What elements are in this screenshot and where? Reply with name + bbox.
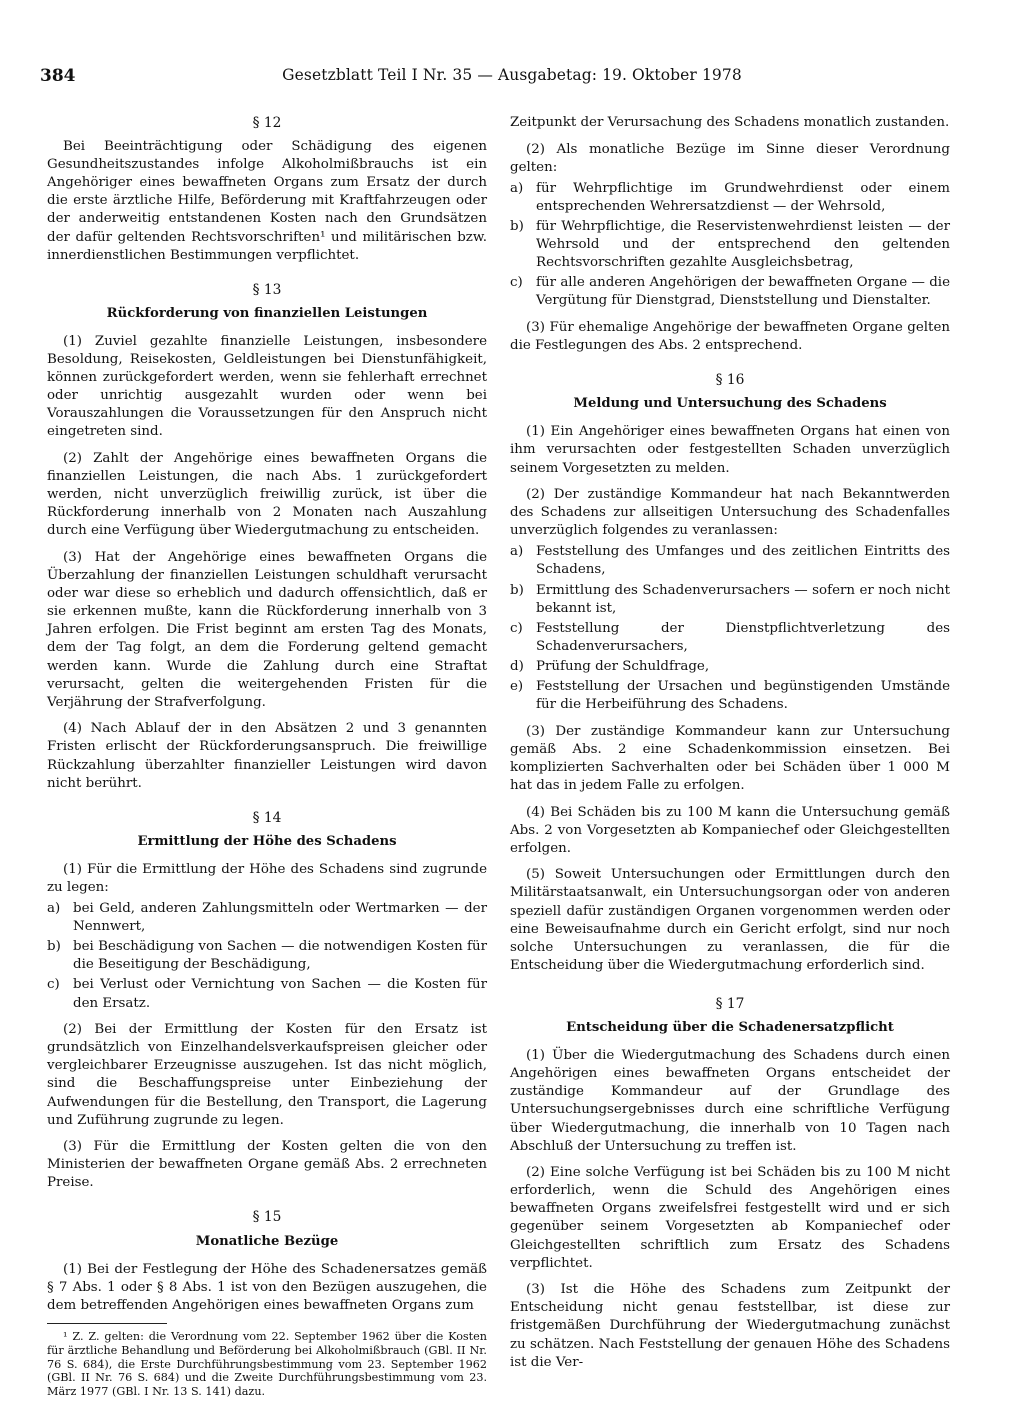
list-item — [510, 582, 950, 618]
list-item — [510, 543, 950, 579]
section-15-paragraph-2: (2) Als monatliche Bezüge im Sinne dieser Verordnung gelten: — [510, 141, 950, 175]
list-item — [510, 658, 950, 676]
section-13-number: § 13 — [252, 281, 282, 298]
list-item-label: b) — [510, 218, 524, 234]
list-item-text: Feststellung der Dienstpflichtverletzung des Schadenverursachers, — [536, 620, 950, 654]
section-13-paragraph-3: (3) Hat der Angehörige eines bewaffneten Organs die Überzahlung der finanziellen Leistungen schuldhaft verursacht oder war diese so erheblich und dadurch offensichtlich, daß er sie erkennen mußte, kann die Rückforderung innerhalb von 3 Jahren erfolgen. Die Frist beginnt am ersten Tag des Monats, dem der Tag folgt, an dem die Forderung geltend gemacht werden kann. Wurde die Zahlung durch eine Straftat verursacht, gelten die weitergehenden Fristen für die Verjährung der Strafverfolgung. — [47, 549, 487, 710]
section-15-paragraph-3: (3) Für ehemalige Angehörige der bewaffneten Organe gelten die Festlegungen des Abs. 2 entsprechend. — [510, 319, 950, 354]
list-item-label: a) — [47, 901, 61, 917]
list-item-label: a) — [510, 544, 524, 560]
list-item — [510, 620, 950, 656]
section-12-number: § 12 — [252, 115, 282, 131]
list-item-label: e) — [510, 679, 524, 695]
list-item-text: Feststellung der Ursachen und begünstigenden Umstände für die Herbeiführung des Schadens. — [536, 679, 950, 713]
list-item-label: c) — [510, 620, 523, 636]
list-item-text: bei Geld, anderen Zahlungsmitteln oder Wertmarken — der Nennwert, — [73, 901, 487, 935]
section-13-paragraph-1: (1) Zuviel gezahlte finanzielle Leistungen, insbesondere Besoldung, Reisekosten, Geldleistungen bei Dienstunfähigkeit, können zurückgefordert werden, wenn sie fehlerhaft errechnet oder unrichtig ausgezahlt wurden oder wenn bei Vorauszahlungen die Voraussetzungen für den Anspruch nicht eingetreten sind. — [47, 333, 487, 440]
page-number: 384 — [40, 66, 76, 86]
section-15-title: Monatliche Bezüge — [195, 1233, 339, 1249]
section-16-paragraph-3: (3) Der zuständige Kommandeur kann zur Untersuchung gemäß Abs. 2 eine Schadenkommission einsetzen. Bei komplizierten Sachverhalten oder bei Schäden über 1 000 M hat das in jedem Falle zu erfolgen. — [510, 723, 950, 793]
list-item-text: bei Verlust oder Vernichtung von Sachen — die Kosten für den Ersatz. — [73, 977, 487, 1011]
list-item-text: für alle anderen Angehörigen der bewaffneten Organe — die Vergütung für Dienstgrad, Dienststellung und Dienstalter. — [536, 275, 950, 309]
section-17-paragraph-1: (1) Über die Wiedergutmachung des Schadens durch einen Angehörigen eines bewaffneten Organs entscheidet der zuständige Kommandeur auf der Grundlage des Untersuchungsergebnisses durch eine schriftliche Verfügung über Wiedergutmachung, die innerhalb von 10 Tagen nach Abschluß der Untersuchung zu treffen ist. — [510, 1048, 950, 1154]
list-item-text: für Wehrpflichtige, die Reservistenwehrdienst leisten — der Wehrsold und der entsprechend den geltenden Rechtsvorschriften gezahlte Ausgleichsbetrag, — [536, 218, 950, 271]
section-13-title: Rückforderung von finanziellen Leistungen — [106, 305, 428, 321]
list-item — [510, 218, 950, 272]
section-12-paragraph: Bei Beeinträchtigung oder Schädigung des eigenen Gesundheitszustandes infolge Alkoholmißbrauchs ist ein Angehöriger eines bewaffneten Organs zum Ersatz der durch die erste ärztliche Hilfe, Beförderung mit Kraftfahrzeugen oder der anderweitig entstandenen Kosten nach den Grundsätzen der dafür geltenden Rechtsvorschriften¹ und militärischen bzw. innerdienstlichen Bestimmungen verpflichtet. — [47, 139, 487, 263]
list-item-text: Feststellung des Umfanges und des zeitlichen Eintritts des Schadens, — [536, 544, 950, 578]
list-item — [510, 274, 950, 310]
list-item — [47, 938, 487, 974]
section-16-paragraph-2: (2) Der zuständige Kommandeur hat nach Bekanntwerden des Schadens zur allseitigen Untersuchung des Schadenfalles unverzüglich folgendes zu veranlassen: — [510, 487, 950, 539]
list-item-label: a) — [510, 180, 524, 196]
list-item-label: d) — [510, 658, 524, 674]
list-item-label: c) — [47, 977, 60, 993]
list-item — [510, 678, 950, 714]
list-item-text: für Wehrpflichtige im Grundwehrdienst oder einem entsprechenden Wehrersatzdienst — der Wehrsold, — [536, 180, 950, 214]
section-16-title: Meldung und Untersuchung des Schadens — [573, 396, 887, 412]
section-16-number: § 16 — [715, 372, 745, 389]
list-item-text: Ermittlung des Schadenverursachers — sofern er noch nicht bekannt ist, — [536, 582, 950, 616]
section-15-paragraph-1: (1) Bei der Festlegung der Höhe des Schadenersatzes gemäß § 7 Abs. 1 oder § 8 Abs. 1 ist von den Bezügen auszugehen, die dem betreffenden Angehörigen eines bewaffneten Organs zum — [47, 1261, 487, 1313]
list-item-text: Prüfung der Schuldfrage, — [536, 658, 710, 674]
list-item — [510, 180, 950, 216]
section-16-paragraph-1: (1) Ein Angehöriger eines bewaffneten Organs hat einen von ihm verursachten oder festgestellten Schaden unverzüglich seinem Vorgesetzten zu melden. — [510, 424, 950, 476]
right-column — [510, 114, 950, 1380]
section-13-paragraph-4: (4) Nach Ablauf der in den Absätzen 2 und 3 genannten Fristen erlischt der Rückforderungsanspruch. Die freiwillige Rückzahlung überzahlter finanzieller Leistungen wird davon nicht berührt. — [47, 721, 487, 791]
list-item-text: bei Beschädigung von Sachen — die notwendigen Kosten für die Beseitigung der Beschädigung, — [73, 939, 487, 973]
page-header — [40, 66, 984, 92]
section-14-number: § 14 — [252, 809, 282, 826]
list-item — [47, 976, 487, 1012]
section-15-continuation: Zeitpunkt der Verursachung des Schadens monatlich zustanden. — [510, 115, 950, 130]
list-item — [47, 900, 487, 936]
list-item-label: c) — [510, 275, 523, 291]
section-16-paragraph-4: (4) Bei Schäden bis zu 100 M kann die Untersuchung gemäß Abs. 2 von Vorgesetzten ab Kompaniechef oder Gleichgestellten erfolgen. — [510, 804, 950, 856]
section-14-paragraph-3: (3) Für die Ermittlung der Kosten gelten die von den Ministerien der bewaffneten Organe gemäß Abs. 2 errechneten Preise. — [47, 1139, 487, 1191]
section-14-paragraph-2: (2) Bei der Ermittlung der Kosten für den Ersatz ist grundsätzlich von Einzelhandelsverkaufspreisen gleicher oder vergleichbarer Erzeugnisse auszugehen. Ist das nicht möglich, sind die Beschaffungspreise unter Einbeziehung der Aufwendungen für die Bestellung, den Transport, die Lagerung und Zuführung zugrunde zu legen. — [47, 1022, 487, 1128]
page-title: Gesetzblatt Teil I Nr. 35 — Ausgabetag: 19. Oktober 1978 — [282, 66, 742, 84]
section-16-paragraph-5: (5) Soweit Untersuchungen oder Ermittlungen durch den Militärstaatsanwalt, ein Untersuchungsorgan oder von anderen speziell dafür zuständigen Organen vorgenommen werden oder eine Beweisaufnahme durch ein Gericht erfolgt, sind nur noch solche Untersuchungen zu veranlassen, die für die Entscheidung über die Wiedergutmachung erforderlich sind. — [510, 867, 950, 973]
list-item-label: b) — [510, 582, 524, 598]
section-17-paragraph-3: (3) Ist die Höhe des Schadens zum Zeitpunkt der Entscheidung nicht genau feststellbar, ist diese zur fristgemäßen Durchführung der Wiedergutmachung zunächst zu schätzen. Nach Feststellung der genauen Höhe des Schadens ist die Ver- — [510, 1282, 950, 1370]
section-14-paragraph-1: (1) Für die Ermittlung der Höhe des Schadens sind zugrunde zu legen: — [47, 861, 487, 895]
left-column — [47, 114, 487, 1407]
section-17-title: Entscheidung über die Schadenersatzpflicht — [566, 1020, 894, 1036]
footnote-divider — [47, 1323, 167, 1324]
list-item-label: b) — [47, 939, 61, 955]
section-13-paragraph-2: (2) Zahlt der Angehörige eines bewaffneten Organs die finanziellen Leistungen, die nach Abs. 1 zurückgefordert werden, nicht unverzüglich freiwillig zurück, ist über die Rückforderung innerhalb von 2 Monaten nach Auszahlung durch eine Verfügung über Wiedergutmachung zu entscheiden. — [47, 451, 487, 539]
section-14-title: Ermittlung der Höhe des Schadens — [137, 833, 397, 849]
section-15-number: § 15 — [252, 1209, 282, 1226]
section-17-paragraph-2: (2) Eine solche Verfügung ist bei Schäden bis zu 100 M nicht erforderlich, wenn die Schuld des Angehörigen eines bewaffneten Organs zweifelsfrei festgestellt wird und er sich gegenüber seinem Vorgesetzten ab Kompaniechef oder Gleichgestellten schriftlich zum Ersatz des Schadens verpflichtet. — [510, 1165, 950, 1271]
footnote: ¹ Z. Z. gelten: die Verordnung vom 22. September 1962 über die Kosten für ärztliche Behandlung und Beförderung bei Alkoholmißbrauch (GBl. II Nr. 76 S. 684), die Erste Durchführungsbestimmung vom 23. September 1962 (GBl. II Nr. 76 S. 684) und die Zweite Durchführungsbestimmung vom 23. März 1977 (GBl. I Nr. 13 S. 141) dazu. — [47, 1329, 487, 1399]
section-17-number: § 17 — [715, 995, 745, 1012]
